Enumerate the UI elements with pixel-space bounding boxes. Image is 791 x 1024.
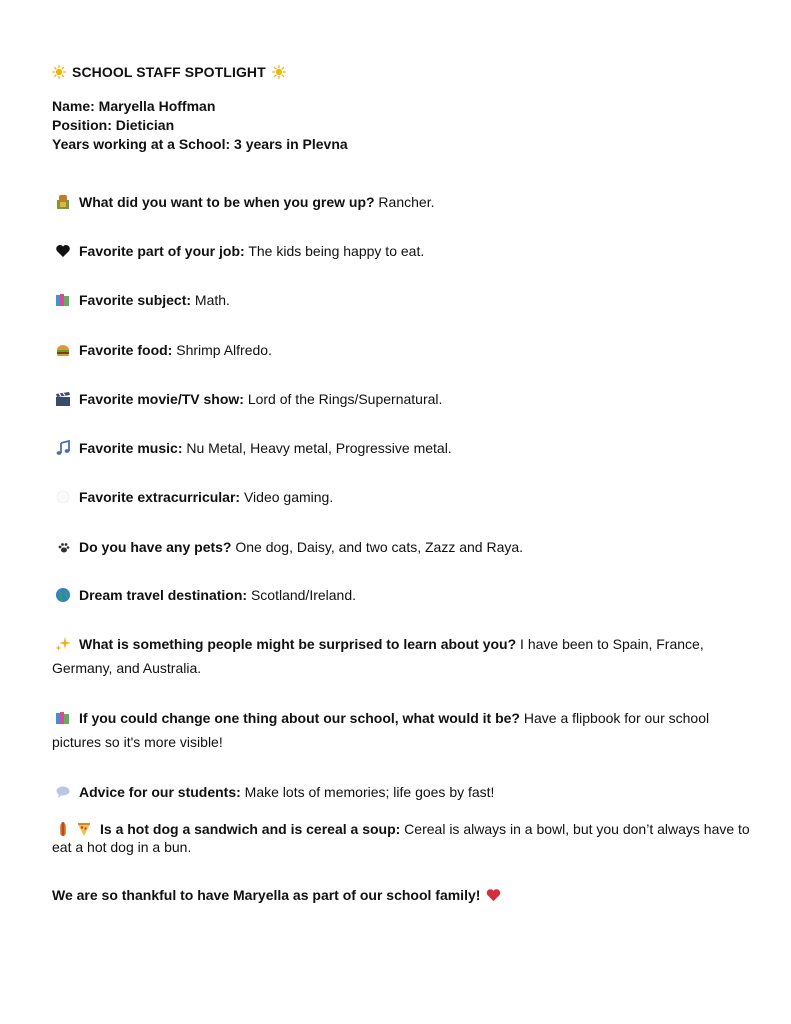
answer-text: Shrimp Alfredo. [172, 342, 272, 358]
position-line: Position: Dietician [52, 117, 175, 133]
farmer-icon [55, 194, 71, 210]
books-icon [55, 710, 71, 726]
question-text: Favorite subject: [79, 292, 192, 308]
closing-statement [52, 887, 501, 903]
pizza-icon [76, 821, 92, 837]
question-item [52, 706, 752, 754]
question-text: Advice for our students: [79, 784, 241, 800]
music-note-icon [55, 440, 71, 456]
answer-text: The kids being happy to eat. [244, 243, 425, 259]
question-item [52, 485, 752, 509]
question-item [52, 632, 752, 680]
question-text: Dream travel destination: [79, 587, 248, 603]
question-text: Favorite part of your job: [79, 243, 245, 259]
answer-text: One dog, Daisy, and two cats, Zazz and Raya. [231, 539, 524, 555]
question-item [52, 436, 752, 460]
burger-icon [55, 342, 71, 358]
question-item [52, 190, 752, 214]
question-item [52, 583, 752, 607]
answer-text: Math. [191, 292, 230, 308]
question-text: If you could change one thing about our school, what would it be? [79, 710, 520, 726]
answer-text: I have been to Spain, France, Germany, and Australia. [52, 636, 704, 676]
answer-text: Make lots of memories; life goes by fast! [240, 784, 495, 800]
name-line: Name: Maryella Hoffman [52, 98, 216, 114]
sun-icon [272, 65, 286, 79]
answer-text: Video gaming. [240, 489, 334, 505]
answer-text: Lord of the Rings/Supernatural. [243, 391, 443, 407]
sun-icon [52, 65, 66, 79]
answer-text: Rancher. [374, 194, 435, 210]
answer-text: Cereal is always in a bowl, but you don’t always have to eat a hot dog in a bun. [52, 821, 750, 855]
hotdog-icon [55, 821, 71, 837]
question-item [52, 780, 752, 804]
speech-bubble-icon [55, 784, 71, 800]
question-text: What is something people might be surprised to learn about you? [79, 636, 517, 652]
question-item [52, 820, 752, 856]
closing-text: We are so thankful to have Maryella as part of our school family! [52, 887, 481, 903]
answer-text: Scotland/Ireland. [247, 587, 357, 603]
question-text: Favorite movie/TV show: [79, 391, 244, 407]
clapperboard-icon [55, 391, 71, 407]
question-text: Favorite music: [79, 440, 183, 456]
question-text: Is a hot dog a sandwich and is cereal a soup: [100, 821, 401, 837]
answer-text: Have a flipbook for our school pictures so it's more visible! [52, 710, 710, 750]
question-item [52, 239, 752, 263]
question-item [52, 288, 752, 312]
books-icon [55, 292, 71, 308]
question-text: What did you want to be when you grew up? [79, 194, 375, 210]
red-heart-icon [486, 888, 501, 902]
page-title [52, 64, 286, 80]
question-text: Do you have any pets? [79, 539, 232, 555]
question-item [52, 338, 752, 362]
soccer-ball-icon [55, 489, 71, 505]
title-text: SCHOOL STAFF SPOTLIGHT [72, 64, 266, 80]
staff-info [52, 97, 348, 154]
question-item [52, 535, 752, 559]
globe-icon [55, 587, 71, 603]
question-text: Favorite extracurricular: [79, 489, 241, 505]
question-text: Favorite food: [79, 342, 173, 358]
answer-text: Nu Metal, Heavy metal, Progressive metal. [182, 440, 452, 456]
sparkles-icon [55, 636, 71, 652]
years-line: Years working at a School: 3 years in Plevna [52, 136, 348, 152]
black-heart-icon [55, 243, 71, 259]
paw-icon [55, 539, 71, 555]
question-item [52, 387, 752, 411]
